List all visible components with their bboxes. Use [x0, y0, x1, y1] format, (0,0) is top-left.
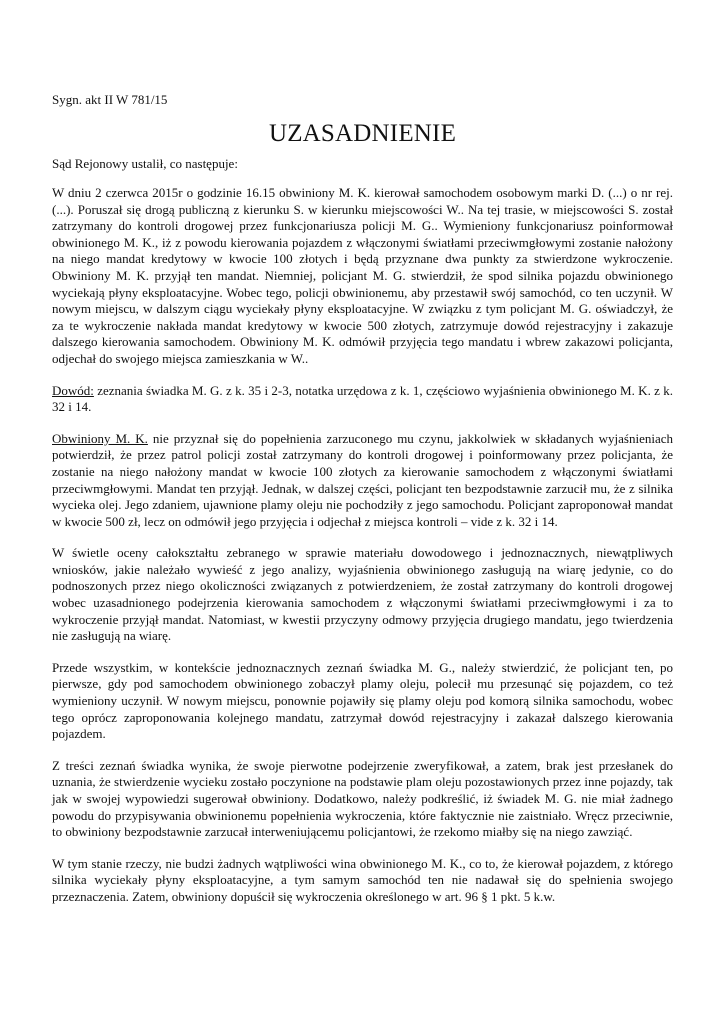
paragraph-1-text: W dniu 2 czerwca 2015r o godzinie 16.15 obwiniony M. K. kierował samochodem osobowym marki D. (...) o nr rej. (...). Poruszał się drogą publiczną z kierunku S. w kierunku miejscowości W.. Na tej trasie, w miejscowości S. został zatrzymany do kontroli drogowej przez funkcjonariusza policji M. G.. Wymieniony funkcjonariusz poinformował obwinionego M. K., iż z powodu kierowania pojazdem z włączonymi światłami przeciwmgłowymi zostanie nałożony na niego mandat kredytowy w kwocie 100 złotych i będą przyznane dwa punkty za stwierdzone wykroczenie. Obwiniony M. K. przyjął ten mandat. Niemniej, policjant M. G. stwierdził, że spod silnika pojazdu obwinionego wyciekają płyny eksploatacyjne. Wobec tego, policji obwinionemu, aby przestawił swój samochód, co ten uczynił. W nowym miejscu, w dalszym ciągu wyciekały płyny eksploatacyjne. W związku z tym policjant M. G. oświadczył, że za te wykroczenie nakłada mandat kredytowy w kwocie 500 złotych, zatrzymuje dowód rejestracyjny i zakazuje dalszego kierowania samochodem. Obwiniony M. K. odmówił przyjęcia tego mandatu i wbrew zakazowi policjanta, odjechał do swojego miejsca zamieszkania w W.. — [52, 185, 673, 366]
paragraph-4 — [52, 545, 673, 645]
paragraph-4-text: W świetle oceny całokształtu zebranego w sprawie materiału dowodowego i jednoznacznych, niewątpliwych wniosków, jakie należało wywieść z jego analizy, wyjaśnienia obwinionego zasługują na wiarę jedynie, co do podnoszonych przez niego okoliczności związanych z potwierdzeniem, że został zatrzymany do kontroli drogowej wobec uzasadnionego podejrzenia kierowania samochodem z włączonymi światłami przeciwmgłowymi i za to wykroczenie przyjął mandat. Natomiast, w kwestii przyczyny odmowy przyjęcia drugiego mandatu, jego twierdzenia nie zasługują na wiarę. — [52, 545, 673, 644]
paragraph-5 — [52, 660, 673, 743]
paragraph-2-text: zeznania świadka M. G. z k. 35 i 2-3, notatka urzędowa z k. 1, częściowo wyjaśnienia obwinionego M. K. z k. 32 i 14. — [52, 382, 673, 415]
paragraph-5-text: Przede wszystkim, w kontekście jednoznacznych zeznań świadka M. G., należy stwierdzić, że policjant ten, po pierwsze, gdy pod samochodem obwinionego zobaczył plamy oleju, polecił mu przesunąć się pojazdem, co też wymieniony uczynił. W nowym miejscu, ponownie pojawiły się plamy oleju pod komorą silnika samochodu, wobec tego oprócz zaproponowania kolejnego mandatu, zatrzymał dowód rejestracyjny i zakazał dalszego kierowania pojazdem. — [52, 659, 673, 742]
paragraph-2 — [52, 383, 673, 416]
intro-line: Sąd Rejonowy ustalił, co następuje: — [52, 156, 238, 171]
paragraph-7 — [52, 856, 673, 906]
paragraph-6 — [52, 758, 673, 841]
paragraph-1 — [52, 185, 673, 368]
paragraph-3-text: nie przyznał się do popełnienia zarzuconego mu czynu, jakkolwiek w składanych wyjaśnieniach potwierdził, że przez patrol policji został zatrzymany do kontroli drogowej i poinformowany przez policjanta, że zostanie na niego nałożony mandat w kwocie 100 złotych za kierowanie samochodem z włączonymi światłami przeciwmgłowymi. Mandat ten przyjął. Jednak, w dalszej części, policjant ten bezpodstawnie zarzucił mu, że z silnika wycieka olej. Jego zdaniem, ujawnione plamy oleju nie pochodziły z jego samochodu. Policjant zaproponował mandat w kwocie 500 zł, lecz on odmówił jego przyjęcia i odjechał z miejsca kontroli – vide z k. 32 i 14. — [52, 430, 674, 529]
document-title: UZASADNIENIE — [268, 120, 457, 147]
paragraph-6-text: Z treści zeznań świadka wynika, że swoje pierwotne podejrzenie zweryfikował, a zatem, brak jest przesłanek do uznania, że stwierdzenie wycieku zostało poczynione na podstawie plam oleju pozostawionych przez inne pojazdy, tak jak w swojej wypowiedzi sugerował obwiniony. Dodatkowo, należy podkreślić, iż świadek M. G. nie miał żadnego powodu do przypisywania obwinionemu popełnienia wykroczenia, które faktycznie nie zaistniało. Wręcz przeciwnie, to obwiniony bezpodstawnie zarzucał interweniującemu policjantowi, że rzekomo miałby się na niego zawziąć. — [52, 757, 673, 840]
case-signature: Sygn. akt II W 781/15 — [52, 92, 168, 107]
paragraph-7-text: W tym stanie rzeczy, nie budzi żadnych wątpliwości wina obwinionego M. K., co to, że kierował pojazdem, z którego silnika wyciekały płyny eksploatacyjne, a tym samym samochód ten nie nadawał się do spełnienia swojego przeznaczenia. Zatem, obwiniony dopuścił się wykroczenia określonego w art. 96 § 1 pkt. 5 k.w. — [52, 855, 673, 904]
paragraph-2-lead: Dowód: — [52, 382, 94, 398]
paragraph-3-lead: Obwiniony M. K. — [52, 430, 148, 446]
paragraph-3 — [52, 431, 673, 531]
